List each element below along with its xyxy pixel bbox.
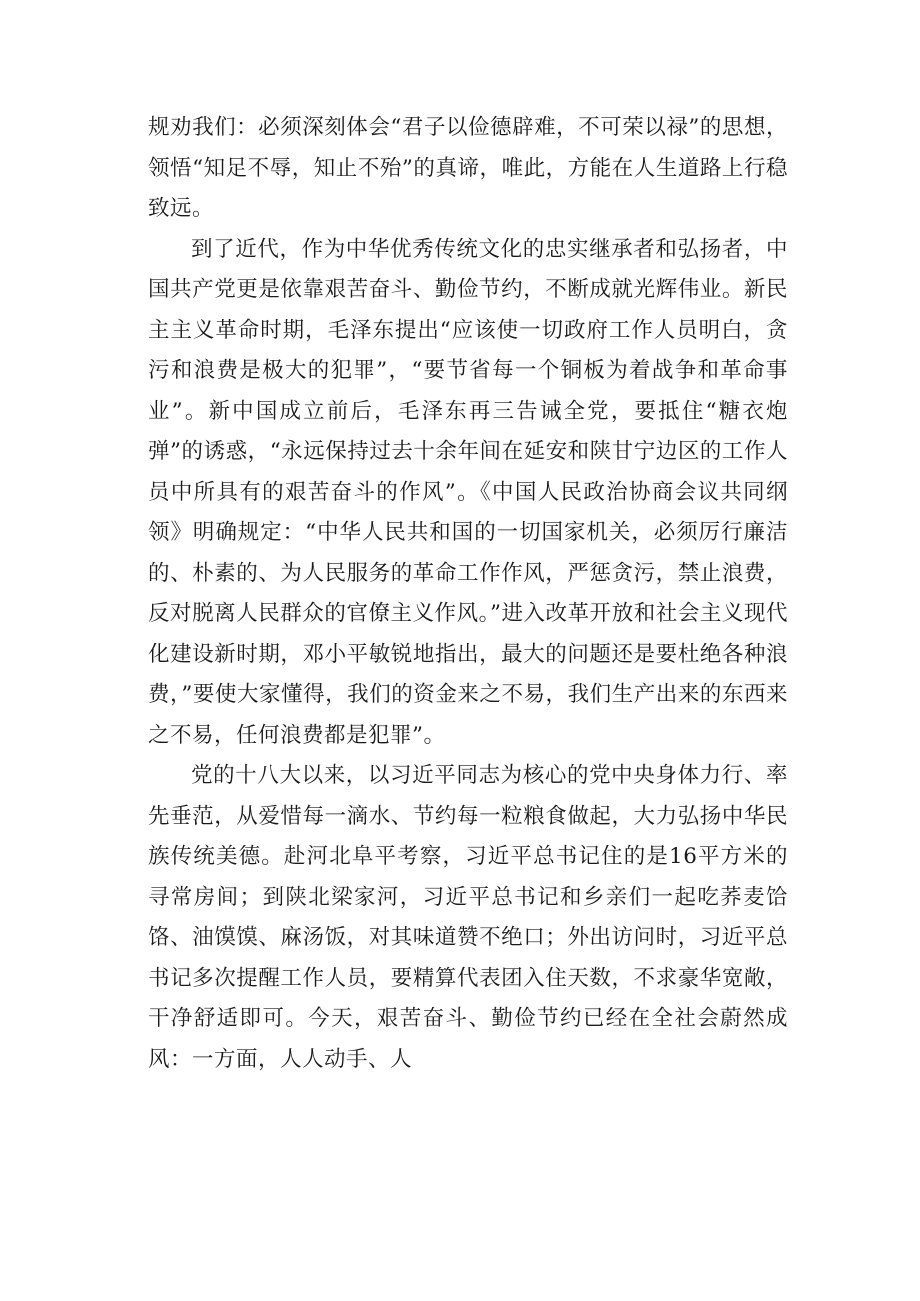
paragraph-1: 规劝我们：必须深刻体会“君子以俭德辟难，不可荣以禄”的思想，领悟“知足不辱，知止不殆”的真谛，唯此，方能在人生道路上行稳致远。 — [148, 115, 788, 221]
paragraph-3: 党的十八大以来，以习近平同志为核心的党中央身体力行、率先垂范，从爱惜每一滴水、节约每一粒粮食做起，大力弘扬中华民族传统美德。赴河北阜平考察，习近平总书记住的是16平方米的寻常房间；到陕北梁家河，习近平总书记和乡亲们一起吃荞麦饸饹、油馍馍、麻汤饭，对其味道赞不绝口；外出访问时，习近平总书记多次提醒工作人员，要精算代表团入住天数，不求豪华宽敞，干净舒适即可。今天，艰苦奋斗、勤俭节约已经在全社会蔚然成风：一方面，人人动手、人 — [148, 763, 788, 1072]
paragraph-2: 到了近代，作为中华优秀传统文化的忠实继承者和弘扬者，中国共产党更是依靠艰苦奋斗、勤俭节约，不断成就光辉伟业。新民主主义革命时期，毛泽东提出“应该使一切政府工作人员明白，贪污和浪费是极大的犯罪”，“要节省每一个铜板为着战争和革命事业”。新中国成立前后，毛泽东再三告诫全党，要抵住“糖衣炮弹”的诱惑，“永远保持过去十余年间在延安和陕甘宁边区的工作人员中所具有的艰苦奋斗的作风”。《中国人民政治协商会议共同纲领》明确规定：“中华人民共和国的一切国家机关，必须厉行廉洁的、朴素的、为人民服务的革命工作作风，严惩贪污，禁止浪费，反对脱离人民群众的官僚主义作风。”进入改革开放和社会主义现代化建设新时期，邓小平敏锐地指出，最大的问题还是要杜绝各种浪费，”要使大家懂得，我们的资金来之不易，我们生产出来的东西来之不易，任何浪费都是犯罪”。 — [148, 236, 788, 748]
document-body — [148, 108, 788, 1080]
